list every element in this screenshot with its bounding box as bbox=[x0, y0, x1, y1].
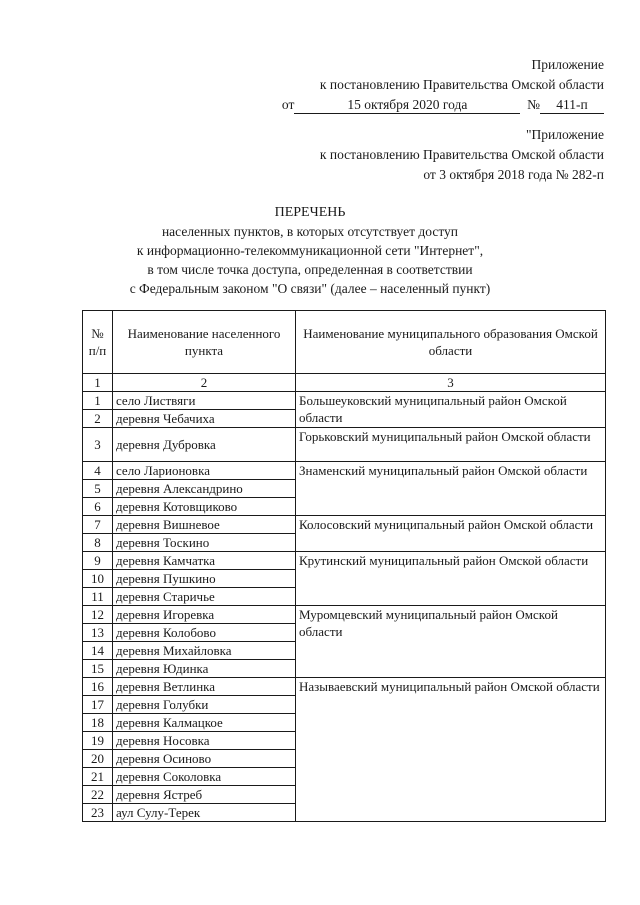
column-index: 2 bbox=[113, 374, 296, 392]
resolution-date: 15 октября 2020 года bbox=[294, 97, 520, 114]
settlement-name: деревня Александрино bbox=[113, 480, 296, 498]
row-number: 6 bbox=[83, 498, 113, 516]
row-number: 1 bbox=[83, 392, 113, 410]
settlement-name: деревня Дубровка bbox=[113, 428, 296, 462]
settlement-name: деревня Калмацкое bbox=[113, 714, 296, 732]
appendix-date-line: от 3 октября 2018 года № 282-п bbox=[423, 167, 604, 182]
appendix-label: "Приложение bbox=[526, 127, 604, 142]
table-row bbox=[83, 428, 606, 462]
appendix-current bbox=[282, 55, 604, 115]
settlement-name: деревня Осиново bbox=[113, 750, 296, 768]
settlement-name: деревня Соколовка bbox=[113, 768, 296, 786]
header-municipality: Наименование муниципального образования Омской области bbox=[296, 311, 606, 374]
row-number: 11 bbox=[83, 588, 113, 606]
row-number: 13 bbox=[83, 624, 113, 642]
header-settlement: Наименование населенного пункта bbox=[113, 311, 296, 374]
settlement-name: село Листвяги bbox=[113, 392, 296, 410]
row-number: 9 bbox=[83, 552, 113, 570]
column-index: 3 bbox=[296, 374, 606, 392]
settlement-name: деревня Носовка bbox=[113, 732, 296, 750]
municipality-name: Большеуковский муниципальный район Омской области bbox=[296, 392, 606, 428]
title-line: с Федеральным законом "О связи" (далее – населенный пункт) bbox=[129, 281, 491, 296]
settlement-name: аул Сулу-Терек bbox=[113, 804, 296, 822]
table-row bbox=[83, 678, 606, 696]
settlement-name: деревня Ястреб bbox=[113, 786, 296, 804]
row-number: 12 bbox=[83, 606, 113, 624]
title-line: к информационно-телекоммуникационной сети "Интернет", bbox=[136, 243, 484, 258]
title-line: в том числе точка доступа, определенная в соответствии bbox=[147, 262, 473, 277]
municipality-name: Крутинский муниципальный район Омской области bbox=[296, 552, 606, 606]
row-number: 14 bbox=[83, 642, 113, 660]
row-number: 21 bbox=[83, 768, 113, 786]
table-row bbox=[83, 462, 606, 480]
row-number: 3 bbox=[83, 428, 113, 462]
settlement-name: деревня Вишневое bbox=[113, 516, 296, 534]
date-prefix: от bbox=[281, 97, 295, 112]
table-row bbox=[83, 552, 606, 570]
row-number: 8 bbox=[83, 534, 113, 552]
appendix-previous bbox=[320, 125, 604, 185]
table-row bbox=[83, 606, 606, 624]
municipality-name: Колосовский муниципальный район Омской области bbox=[296, 516, 606, 552]
appendix-resolution-text: к постановлению Правительства Омской области bbox=[319, 147, 604, 162]
appendix-resolution-text: к постановлению Правительства Омской области bbox=[319, 77, 604, 92]
settlement-name: деревня Камчатка bbox=[113, 552, 296, 570]
municipality-name: Горьковский муниципальный район Омской области bbox=[296, 428, 606, 462]
settlement-name: деревня Ветлинка bbox=[113, 678, 296, 696]
row-number: 17 bbox=[83, 696, 113, 714]
title-line: населенных пунктов, в которых отсутствует доступ bbox=[161, 224, 459, 239]
settlement-name: деревня Колобово bbox=[113, 624, 296, 642]
row-number: 7 bbox=[83, 516, 113, 534]
row-number: 19 bbox=[83, 732, 113, 750]
settlement-name: деревня Игоревка bbox=[113, 606, 296, 624]
row-number: 10 bbox=[83, 570, 113, 588]
table-row bbox=[83, 392, 606, 410]
table-row bbox=[83, 516, 606, 534]
municipality-name: Называевский муниципальный район Омской области bbox=[296, 678, 606, 822]
document-title bbox=[100, 203, 520, 298]
row-number: 2 bbox=[83, 410, 113, 428]
settlement-name: деревня Голубки bbox=[113, 696, 296, 714]
appendix-date-line bbox=[282, 95, 604, 115]
row-number: 16 bbox=[83, 678, 113, 696]
settlement-name: деревня Котовщиково bbox=[113, 498, 296, 516]
row-number: 18 bbox=[83, 714, 113, 732]
municipality-name: Муромцевский муниципальный район Омской области bbox=[296, 606, 606, 678]
settlement-name: деревня Старичье bbox=[113, 588, 296, 606]
appendix-label: Приложение bbox=[531, 57, 604, 72]
row-number: 23 bbox=[83, 804, 113, 822]
header-num: № п/п bbox=[83, 311, 113, 374]
row-number: 5 bbox=[83, 480, 113, 498]
resolution-number: 411-п bbox=[540, 97, 604, 114]
row-number: 22 bbox=[83, 786, 113, 804]
settlement-name: деревня Михайловка bbox=[113, 642, 296, 660]
row-number: 4 bbox=[83, 462, 113, 480]
row-number: 20 bbox=[83, 750, 113, 768]
settlement-name: деревня Тоскино bbox=[113, 534, 296, 552]
settlement-name: деревня Юдинка bbox=[113, 660, 296, 678]
settlement-name: село Ларионовка bbox=[113, 462, 296, 480]
title-heading: ПЕРЕЧЕНЬ bbox=[274, 205, 346, 220]
municipality-name: Знаменский муниципальный район Омской области bbox=[296, 462, 606, 516]
column-index: 1 bbox=[83, 374, 113, 392]
number-prefix: № bbox=[527, 97, 540, 112]
settlements-table bbox=[82, 310, 606, 822]
settlement-name: деревня Пушкино bbox=[113, 570, 296, 588]
row-number: 15 bbox=[83, 660, 113, 678]
table-body bbox=[83, 392, 606, 822]
settlement-name: деревня Чебачиха bbox=[113, 410, 296, 428]
